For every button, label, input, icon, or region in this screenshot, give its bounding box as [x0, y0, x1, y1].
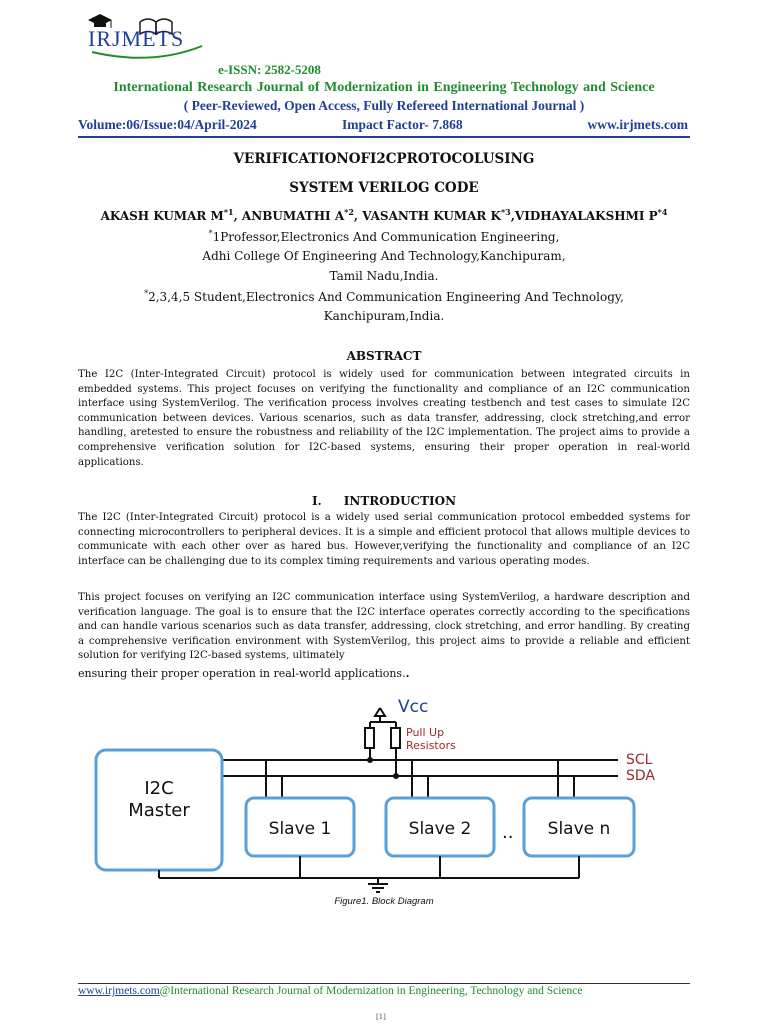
affiliation-line: Adhi College Of Engineering And Technology,Kanchipuram, [202, 249, 566, 263]
author-1: AKASH KUMAR M [100, 209, 224, 223]
vcc-label: Vcc [398, 697, 429, 717]
author-2: , ANBUMATHI A [233, 209, 345, 223]
ellipsis: .. [502, 822, 514, 843]
master-label-1: I2C [144, 778, 174, 799]
footer-link[interactable]: www.irjmets.com [78, 985, 160, 997]
author-list: AKASH KUMAR $M^{*1}$, ANBUMATHI $A^{*2}$, VASANTH KUMAR $K^{*3},VIDHAYALAKSHMI$ $P^{*4}$ [100, 207, 668, 223]
author-3: , VASANTH KUMAR K [353, 209, 501, 223]
slave-n-label: Slave n [547, 819, 611, 839]
slave-2-label: Slave 2 [408, 819, 472, 839]
impact-factor: Impact Factor- 7.868 [342, 117, 463, 132]
affiliation-line: *2,3,4,5 Student,Electronics And Communication Engineering And Technology, [144, 289, 624, 304]
scl-label: SCL [626, 752, 653, 768]
intro-paragraph-1: The I2C (Inter-Integrated Circuit) protocol is a widely used serial communication protocol embedded systems for connecting microcontrollers to peripheral devices. It is a simple and efficient protocol that allows multiple devices to communicate with each other over as hared bus. However,verifying the functionality and compliance of an I2C interface can be challenging due to its complex timing requirements and various operating modes. [78, 512, 690, 567]
affiliation-line: Tamil Nadu,India. [329, 269, 439, 283]
intro-heading: I. INTRODUCTION [311, 494, 457, 508]
issn: e-ISSN: 2582-5208 [218, 62, 321, 77]
section-number: I. [311, 494, 322, 508]
abstract-heading: ABSTRACT [346, 349, 422, 363]
affiliation-line: *1Professor,Electronics And Communication Engineering, [208, 229, 560, 244]
affiliation-line: Kanchipuram,India. [323, 309, 445, 323]
website-link[interactable]: www.irjmets.com [587, 117, 688, 132]
footer-text: @International Research Journal of Modernization in Engineering, Technology and Science [159, 985, 583, 997]
footer-divider [78, 983, 690, 984]
peer-review-note: ( Peer-Reviewed, Open Access, Fully Refereed International Journal ) [183, 98, 585, 113]
author-4: ,VIDHAYALAKSHMI P [510, 209, 658, 223]
paper-title-line2: SYSTEM VERILOG CODE [289, 180, 479, 196]
pullup-resistor-icon [365, 728, 374, 748]
slave-1-label: Slave 1 [268, 819, 332, 839]
journal-name: International Research Journal of Modernization in Engineering Technology and Science [113, 80, 655, 95]
intro-paragraph-2: This project focuses on verifying an I2C communication interface using SystemVerilog, a hardware description and verification language. The goal is to ensure that the I2C interface operates correctly according to the specifications and can handle various scenarios such as data transfer, addressing, clock stretching, and error handling. By creating a comprehensive verification environment with SystemVerilog, this project aims to provide a reliable and efficient solution for verifying I2C-based systems, ultimately [78, 592, 690, 662]
intro-paragraph-2-end: ensuring their proper operation in real-world applications.. [78, 667, 410, 680]
figure-caption: Figure1. Block Diagram [334, 896, 434, 907]
pullup-resistor-icon [391, 728, 400, 748]
master-label-2: Master [128, 800, 190, 821]
vcc-arrow-icon [375, 708, 385, 716]
pullup-label-1: Pull Up [406, 726, 445, 739]
logo-text: IRJMETS [88, 26, 185, 51]
pullup-label-2: Resistors [406, 739, 456, 752]
abstract-text: The I2C (Inter-Integrated Circuit) protocol is widely used for communication between integrated circuits in embedded systems. This project focuses on verifying the functionality and compliance of an I2C communication interface using SystemVerilog. The verification process involves creating testbench and test cases to simulate I2C communication between devices. Various scenarios, such as data transfer, addressing, clock stretching,and error handling, aretested to ensure the robustness and reliability of the I2C implementation. The project aims to provide a comprehensive verification solution for I2C-based systems, ensuring their proper operation in real-world applications. [78, 369, 690, 468]
journal-logo [82, 8, 214, 64]
sda-label: SDA [626, 768, 655, 784]
volume-issue: Volume:06/Issue:04/April-2024 [78, 117, 257, 132]
footer [78, 985, 690, 997]
i2c-block-diagram [88, 690, 688, 900]
page-number: [1] [376, 1013, 386, 1021]
ground-icon [368, 878, 388, 892]
paper-title-line1: VERIFICATIONOFI2CPROTOCOLUSING [233, 151, 535, 167]
header-divider [78, 136, 690, 138]
